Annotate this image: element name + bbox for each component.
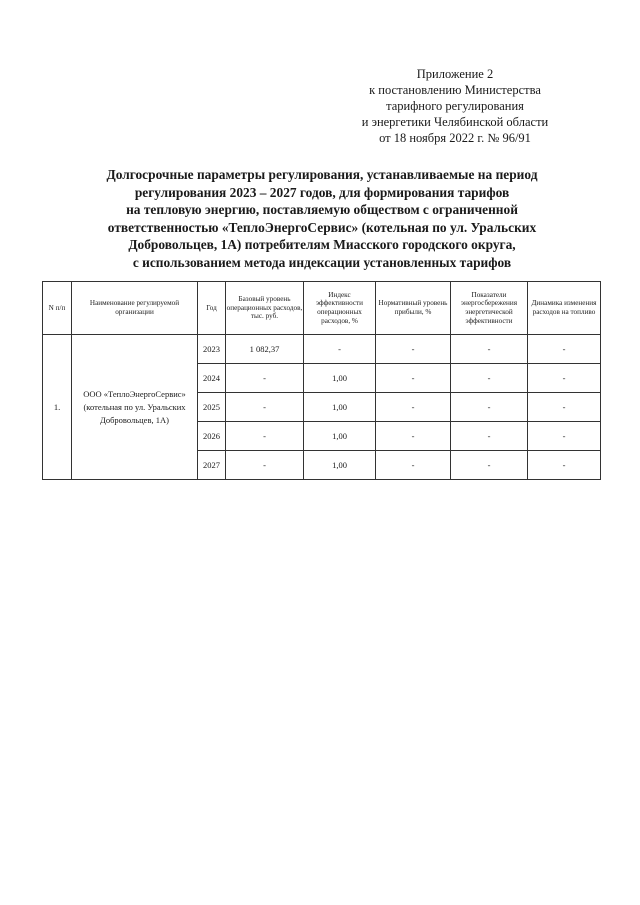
document-title — [52, 166, 592, 272]
cell-fuel-dynamics: - — [528, 451, 601, 480]
header-fuel-dynamics: Динамика изменения расходов на топливо — [528, 282, 601, 335]
title-line: на тепловую энергию, поставляемую обществом с ограниченной — [126, 202, 518, 218]
header-efficiency-index: Индекс эффективности операционных расходов, % — [304, 282, 376, 335]
cell-profit-level: - — [376, 335, 451, 364]
header-number: N п/п — [43, 282, 72, 335]
header-year: Год — [198, 282, 226, 335]
cell-energy-saving: - — [451, 451, 528, 480]
cell-efficiency-index: 1,00 — [304, 364, 376, 393]
annex-line: от 18 ноября 2022 г. № 96/91 — [379, 131, 531, 145]
title-line: ответственностью «ТеплоЭнергоСервис» (котельная по ул. Уральских — [107, 219, 537, 235]
annex-line: к постановлению Министерства — [369, 83, 541, 97]
annex-header — [330, 66, 580, 146]
cell-base-level: - — [226, 393, 304, 422]
organization-name: ООО «ТеплоЭнергоСервис» (котельная по ул. Уральских Добровольцев, 1А) — [72, 335, 198, 480]
cell-profit-level: - — [376, 364, 451, 393]
cell-energy-saving: - — [451, 335, 528, 364]
cell-efficiency-index: 1,00 — [304, 422, 376, 451]
table-row — [43, 335, 601, 364]
cell-profit-level: - — [376, 451, 451, 480]
parameters-table — [42, 281, 601, 480]
row-number: 1. — [43, 335, 72, 480]
cell-efficiency-index: 1,00 — [304, 451, 376, 480]
cell-fuel-dynamics: - — [528, 364, 601, 393]
cell-energy-saving: - — [451, 393, 528, 422]
cell-fuel-dynamics: - — [528, 335, 601, 364]
title-line: Добровольцев, 1А) потребителям Миасского городского округа, — [128, 237, 516, 253]
title-line: с использованием метода индексации установленных тарифов — [132, 254, 512, 270]
cell-year: 2026 — [198, 422, 226, 451]
cell-year: 2027 — [198, 451, 226, 480]
annex-line: Приложение 2 — [416, 67, 494, 81]
cell-base-level: 1 082,37 — [226, 335, 304, 364]
cell-fuel-dynamics: - — [528, 422, 601, 451]
cell-year: 2023 — [198, 335, 226, 364]
cell-profit-level: - — [376, 422, 451, 451]
cell-profit-level: - — [376, 393, 451, 422]
cell-energy-saving: - — [451, 422, 528, 451]
cell-base-level: - — [226, 451, 304, 480]
annex-line: и энергетики Челябинской области — [361, 115, 549, 129]
cell-year: 2025 — [198, 393, 226, 422]
cell-year: 2024 — [198, 364, 226, 393]
header-base-level: Базовый уровень операционных расходов, тыс. руб. — [226, 282, 304, 335]
header-organization: Наименование регулируемой организации — [72, 282, 198, 335]
header-energy-saving: Показатели энергосбережения энергетической эффективности — [451, 282, 528, 335]
cell-base-level: - — [226, 364, 304, 393]
cell-fuel-dynamics: - — [528, 393, 601, 422]
header-profit-level: Нормативный уровень прибыли, % — [376, 282, 451, 335]
annex-line: тарифного регулирования — [386, 99, 524, 113]
cell-energy-saving: - — [451, 364, 528, 393]
cell-base-level: - — [226, 422, 304, 451]
table-header-row — [43, 282, 601, 335]
title-line: Долгосрочные параметры регулирования, устанавливаемые на период — [106, 167, 538, 182]
cell-efficiency-index: - — [304, 335, 376, 364]
cell-efficiency-index: 1,00 — [304, 393, 376, 422]
title-line: регулирования 2023 – 2027 годов, для формирования тарифов — [134, 184, 510, 200]
